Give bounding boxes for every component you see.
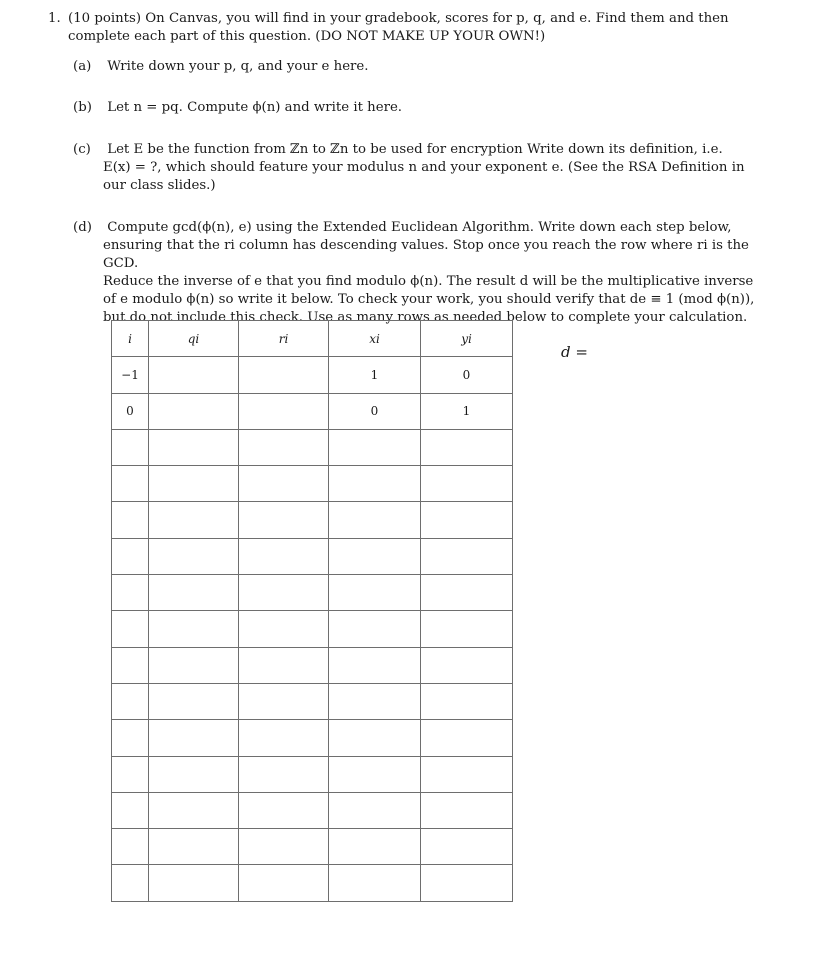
cell-xi[interactable] bbox=[329, 502, 421, 538]
cell-i[interactable]: −1 bbox=[112, 357, 149, 393]
cell-yi[interactable] bbox=[421, 611, 513, 647]
cell-i[interactable] bbox=[112, 575, 149, 611]
header-xi: xi bbox=[329, 321, 421, 357]
header-qi: qi bbox=[149, 321, 239, 357]
part-d bbox=[73, 219, 763, 327]
header-yi: yi bbox=[421, 321, 513, 357]
cell-yi[interactable] bbox=[421, 466, 513, 502]
cell-yi[interactable] bbox=[421, 575, 513, 611]
cell-yi[interactable]: 1 bbox=[421, 393, 513, 429]
cell-ri[interactable] bbox=[239, 466, 329, 502]
cell-xi[interactable] bbox=[329, 538, 421, 574]
part-d-line-4: of e modulo ϕ(n) so write it below. To check your work, you should verify that de ≡ 1 (mod ϕ(n)), bbox=[103, 292, 755, 307]
cell-ri[interactable] bbox=[239, 502, 329, 538]
header-i: i bbox=[112, 321, 149, 357]
cell-qi[interactable] bbox=[149, 575, 239, 611]
table-row bbox=[112, 647, 513, 683]
cell-i[interactable] bbox=[112, 829, 149, 865]
cell-qi[interactable] bbox=[149, 756, 239, 792]
cell-qi[interactable] bbox=[149, 683, 239, 719]
cell-yi[interactable] bbox=[421, 792, 513, 828]
cell-i[interactable] bbox=[112, 502, 149, 538]
part-c-line-1: Let E be the function from ℤn to ℤn to be used for encryption Write down its definition, i.e. bbox=[107, 142, 723, 157]
part-c-line-3: our class slides.) bbox=[103, 178, 216, 193]
d-answer bbox=[561, 343, 588, 361]
cell-i[interactable] bbox=[112, 647, 149, 683]
table-row bbox=[112, 466, 513, 502]
cell-ri[interactable] bbox=[239, 538, 329, 574]
part-a-label: (a) bbox=[73, 59, 92, 74]
table-row bbox=[112, 865, 513, 901]
table-row bbox=[112, 829, 513, 865]
cell-qi[interactable] bbox=[149, 429, 239, 465]
d-label: d = bbox=[561, 343, 588, 361]
cell-yi[interactable] bbox=[421, 647, 513, 683]
cell-i[interactable] bbox=[112, 538, 149, 574]
cell-yi[interactable] bbox=[421, 865, 513, 901]
cell-ri[interactable] bbox=[239, 429, 329, 465]
cell-qi[interactable] bbox=[149, 538, 239, 574]
cell-qi[interactable] bbox=[149, 611, 239, 647]
cell-qi[interactable] bbox=[149, 647, 239, 683]
cell-i[interactable] bbox=[112, 611, 149, 647]
cell-i[interactable] bbox=[112, 756, 149, 792]
cell-yi[interactable] bbox=[421, 429, 513, 465]
question-header bbox=[48, 10, 748, 46]
cell-yi[interactable] bbox=[421, 538, 513, 574]
part-c bbox=[73, 141, 763, 195]
part-b-text: Let n = pq. Compute ϕ(n) and write it here. bbox=[107, 100, 403, 115]
cell-ri[interactable] bbox=[239, 720, 329, 756]
cell-yi[interactable] bbox=[421, 502, 513, 538]
cell-ri[interactable] bbox=[239, 647, 329, 683]
cell-ri[interactable] bbox=[239, 865, 329, 901]
cell-qi[interactable] bbox=[149, 792, 239, 828]
cell-xi[interactable] bbox=[329, 829, 421, 865]
cell-xi[interactable] bbox=[329, 466, 421, 502]
cell-qi[interactable] bbox=[149, 865, 239, 901]
euclid-table bbox=[111, 320, 513, 902]
cell-i[interactable]: 0 bbox=[112, 393, 149, 429]
table-row bbox=[112, 683, 513, 719]
part-b-label: (b) bbox=[73, 100, 92, 115]
cell-xi[interactable] bbox=[329, 756, 421, 792]
part-d-label: (d) bbox=[73, 220, 92, 235]
table-row bbox=[112, 502, 513, 538]
header-ri: ri bbox=[239, 321, 329, 357]
part-a bbox=[73, 58, 369, 76]
cell-ri[interactable] bbox=[239, 792, 329, 828]
cell-xi[interactable] bbox=[329, 865, 421, 901]
cell-xi[interactable] bbox=[329, 647, 421, 683]
part-d-line-1: Compute gcd(ϕ(n), e) using the Extended Euclidean Algorithm. Write down each step below, bbox=[107, 220, 732, 235]
cell-ri[interactable] bbox=[239, 611, 329, 647]
cell-ri[interactable] bbox=[239, 357, 329, 393]
cell-i[interactable] bbox=[112, 429, 149, 465]
cell-ri[interactable] bbox=[239, 575, 329, 611]
table-row bbox=[112, 720, 513, 756]
table-header-row bbox=[112, 321, 513, 357]
cell-qi[interactable] bbox=[149, 357, 239, 393]
cell-yi[interactable] bbox=[421, 683, 513, 719]
part-c-line-2: E(x) = ?, which should feature your modulus n and your exponent e. (See the RSA Definition in bbox=[103, 160, 745, 175]
table-row bbox=[112, 393, 513, 429]
cell-yi[interactable]: 0 bbox=[421, 357, 513, 393]
cell-xi[interactable] bbox=[329, 720, 421, 756]
question-number: 1. bbox=[48, 11, 61, 26]
cell-yi[interactable] bbox=[421, 829, 513, 865]
part-d-line-2: ensuring that the ri column has descending values. Stop once you reach the row where ri is the GCD. bbox=[103, 238, 749, 271]
cell-i[interactable] bbox=[112, 865, 149, 901]
cell-xi[interactable] bbox=[329, 792, 421, 828]
table-row bbox=[112, 611, 513, 647]
table-row bbox=[112, 357, 513, 393]
cell-xi[interactable] bbox=[329, 611, 421, 647]
cell-i[interactable] bbox=[112, 466, 149, 502]
part-a-text: Write down your p, q, and your e here. bbox=[107, 59, 369, 74]
cell-xi[interactable]: 1 bbox=[329, 357, 421, 393]
cell-yi[interactable] bbox=[421, 720, 513, 756]
table-row bbox=[112, 538, 513, 574]
cell-qi[interactable] bbox=[149, 393, 239, 429]
cell-yi[interactable] bbox=[421, 756, 513, 792]
cell-qi[interactable] bbox=[149, 502, 239, 538]
cell-ri[interactable] bbox=[239, 393, 329, 429]
cell-ri[interactable] bbox=[239, 756, 329, 792]
cell-xi[interactable] bbox=[329, 683, 421, 719]
question-line-1: (10 points) On Canvas, you will find in your gradebook, scores for p, q, and e. Find them and then bbox=[68, 11, 729, 26]
part-b bbox=[73, 99, 402, 117]
cell-i[interactable] bbox=[112, 792, 149, 828]
part-c-label: (c) bbox=[73, 142, 91, 157]
table-row bbox=[112, 792, 513, 828]
table-row bbox=[112, 575, 513, 611]
cell-xi[interactable] bbox=[329, 429, 421, 465]
table-row bbox=[112, 756, 513, 792]
table-row bbox=[112, 429, 513, 465]
cell-qi[interactable] bbox=[149, 829, 239, 865]
question-line-2: complete each part of this question. (DO NOT MAKE UP YOUR OWN!) bbox=[68, 29, 546, 44]
cell-i[interactable] bbox=[112, 720, 149, 756]
cell-xi[interactable]: 0 bbox=[329, 393, 421, 429]
cell-i[interactable] bbox=[112, 683, 149, 719]
cell-ri[interactable] bbox=[239, 829, 329, 865]
part-d-line-5: but do not include this check. Use as many rows as needed below to complete your calculation. bbox=[103, 310, 748, 325]
cell-qi[interactable] bbox=[149, 466, 239, 502]
table-body bbox=[112, 357, 513, 901]
cell-qi[interactable] bbox=[149, 720, 239, 756]
part-d-line-3: Reduce the inverse of e that you find modulo ϕ(n). The result d will be the multiplicative inverse bbox=[103, 274, 754, 289]
cell-xi[interactable] bbox=[329, 575, 421, 611]
cell-ri[interactable] bbox=[239, 683, 329, 719]
